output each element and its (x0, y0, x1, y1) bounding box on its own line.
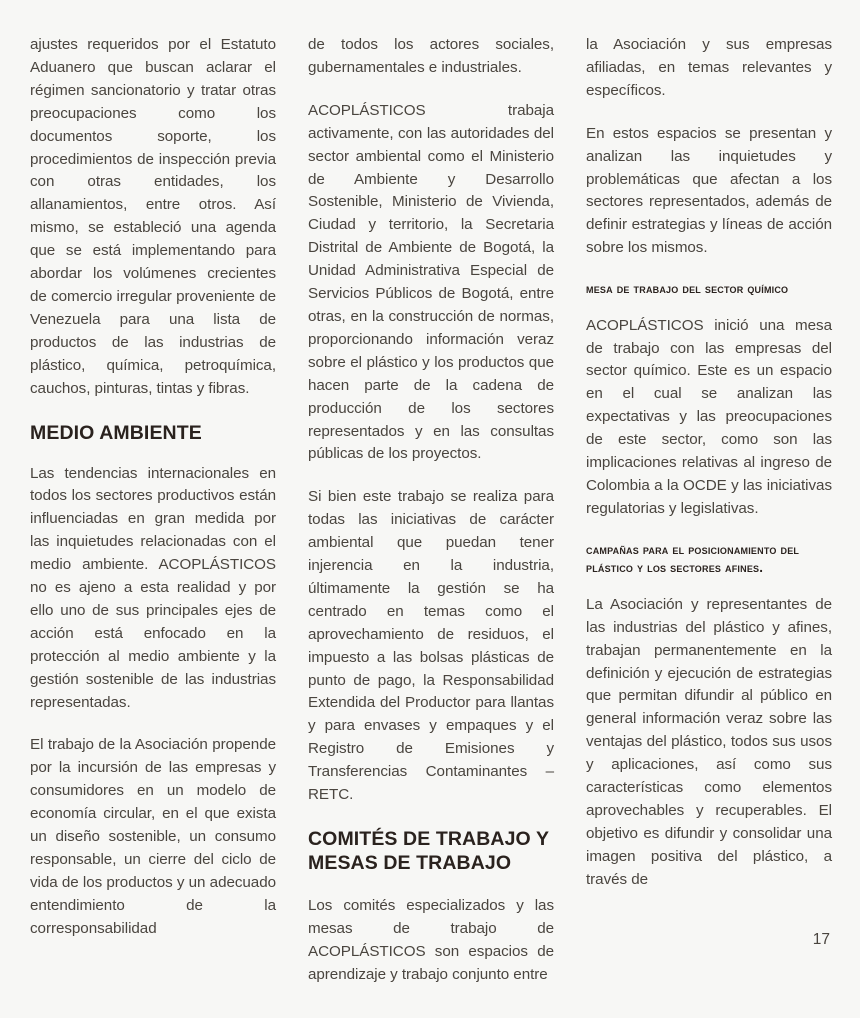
section-heading-medio-ambiente: MEDIO AMBIENTE (30, 421, 202, 444)
text-column-1 (30, 34, 276, 941)
paragraph: El trabajo de la Asociación propende por la incursión de las empresas y consumidores en un modelo de economía circular, en el que exista un diseño sostenible, un consumo responsable, un cierre del ciclo de vida de los productos y un adecuado entendimiento de la corresponsabilidad (30, 736, 276, 937)
sub-heading-campanas-posicionamiento: campañas para el posicionamiento del plástico y los sectores afines. (586, 541, 800, 576)
text-column-2 (308, 34, 554, 987)
paragraph: Las tendencias internacionales en todos los sectores productivos están influenciadas en gran medida por las inquietudes relacionadas con el medio ambiente. ACOPLÁSTICOS no es ajeno a esta realidad y por ello uno de sus principales ejes de acción está enfocado en la protección al medio ambiente y la gestión sostenible de las industrias representadas. (30, 464, 276, 711)
page-number: 17 (812, 931, 830, 948)
paragraph: Los comités especializados y las mesas de trabajo de ACOPLÁSTICOS son espacios de aprendizaje y trabajo conjunto entre (308, 897, 554, 983)
text-column-3 (586, 34, 832, 892)
sub-heading-mesa-sector-quimico: mesa de trabajo del sector químico (586, 281, 789, 297)
paragraph: En estos espacios se presentan y analizan las inquietudes y problemáticas que afectan a los sectores representados, además de definir estrategias y líneas de acción sobre los mismos. (586, 124, 832, 257)
paragraph: ACOPLÁSTICOS trabaja activamente, con las autoridades del sector ambiental como el Ministerio de Ambiente y Desarrollo Sostenible, Ministerio de Vivienda, Ciudad y territorio, la Secretaria Distrital de Ambiente de Bogotá, la Unidad Administrativa Especial de Servicios Públicos de Bogotá, entre otras, en la construcción de normas, proporcionando información veraz sobre el plástico y los productos que hacen parte de la cadena de producción de los sectores representados y en las consultas públicas de los proyectos. (308, 101, 554, 463)
paragraph: de todos los actores sociales, gubernamentales e industriales. (308, 36, 554, 76)
paragraph: ACOPLÁSTICOS inició una mesa de trabajo con las empresas del sector químico. Este es un espacio en el cual se analizan las expectativas y las preocupaciones de este sector, como son las implicaciones relativas al ingreso de Colombia a la OCDE y las iniciativas regulatorias y legislativas. (586, 316, 832, 517)
paragraph: Si bien este trabajo se realiza para todas las iniciativas de carácter ambiental que puedan tener injerencia en la industria, últimamente la gestión se ha centrado en temas como el aprovechamiento de residuos, el impuesto a las bolsas plásticas de punto de pago, la Responsabilidad Extendida del Productor para llantas y para envases y empaques y el Registro de Emisiones y Transferencias Contaminantes –RETC. (308, 488, 554, 804)
paragraph: ajustes requeridos por el Estatuto Aduanero que buscan aclarar el régimen sancionatorio y tratar otras preocupaciones como los documentos soporte, los procedimientos de inspección previa con otras entidades, los allanamientos, entre otros. Así mismo, se estableció una agenda que se está implementando para abordar los volúmenes crecientes de comercio irregular proveniente de Venezuela para una lista de productos de las industrias de plástico, química, petroquímica, cauchos, pinturas, tintas y fibras. (30, 36, 276, 397)
section-heading-comites-de-trabajo: COMITÉS DE TRABAJO Y MESAS DE TRABAJO (308, 828, 549, 874)
paragraph: La Asociación y representantes de las industrias del plástico y afines, trabajan permanentemente en la definición y ejecución de estrategias que permitan difundir al público en general información veraz sobre las ventajas del plástico, todos sus usos y aplicaciones, así como sus características como elementos aprovechables y recuperables. El objetivo es difundir y consolidar una imagen positiva del plástico, a través de (586, 595, 832, 888)
paragraph: la Asociación y sus empresas afiliadas, en temas relevantes y específicos. (586, 36, 832, 99)
